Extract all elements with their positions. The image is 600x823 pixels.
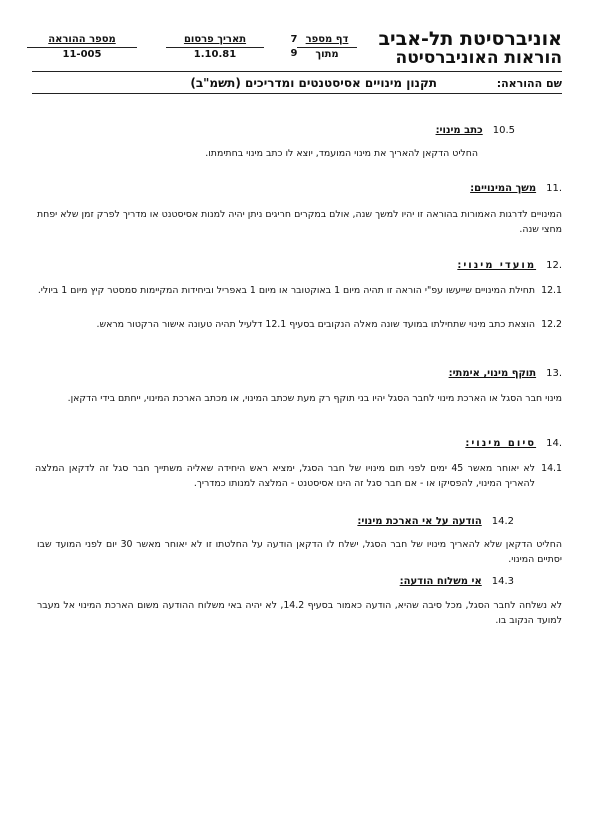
section-14-number: .14 <box>546 438 562 449</box>
directive-number-box <box>27 33 137 62</box>
publish-date-box <box>166 33 264 62</box>
section-10-5-number: 10.5 <box>492 125 515 136</box>
section-14-1 <box>32 461 562 509</box>
section-14-2-title: הודעה על אי הארכת מינוי: <box>357 516 482 527</box>
section-14-title: סיום מינוי: <box>465 438 537 449</box>
section-14-2-text: החליט הדקאן שלא להאריך מינויו של חבר הסגל, ישלח לו הדקאן הודעה על החלטתו זו לא יאוחר מאשר 30 יום לפני המועד שבו יסתיים המינוי. <box>37 539 562 565</box>
section-14-heading <box>465 438 562 449</box>
section-14-1-number: 14.1 <box>541 463 562 474</box>
directive-title: תקנון מינויים אסיסטנטים ומדריכים (תשמ"ב) <box>190 76 437 90</box>
section-14-1-text: לא יאוחר מאשר 45 ימים לפני תום מינויו של חבר הסגל, ימציא ראש היחידה שאליה משתייך חבר סגל זה לדקאן המלצה להאריך המינוי, להפסיקו או - אם חבר סגל זה הינו אסיסטנט - המלצה למנותו כמדריך. <box>35 463 535 489</box>
section-14-3-title: אי משלוח הודעה: <box>399 576 482 587</box>
section-13-number: .13 <box>546 368 562 379</box>
directive-name-label: שם ההוראה: <box>496 77 562 90</box>
header-divider <box>32 71 562 72</box>
section-12-title: מועדי מינוי: <box>457 260 537 271</box>
section-14-3-heading <box>400 576 514 587</box>
section-14-2-number: 14.2 <box>491 516 514 527</box>
section-12-heading <box>457 260 562 271</box>
section-14-3-number: 14.3 <box>491 576 514 587</box>
section-13-heading <box>449 368 562 379</box>
publish-date-value: 1.10.81 <box>166 47 264 62</box>
university-line1: אוניברסיטת תל-אביב <box>378 28 562 50</box>
directive-number-value: 11-005 <box>27 47 137 62</box>
document-header <box>32 30 562 70</box>
page-of-label: מתוך <box>297 47 357 62</box>
title-divider <box>32 93 562 94</box>
section-12-2 <box>32 317 562 349</box>
section-12-1 <box>32 283 562 315</box>
page-total: 9 <box>290 48 298 59</box>
section-14-2-heading <box>357 516 514 527</box>
section-14-3-text: לא נשלחה לחבר הסגל, מכל סיבה שהיא, הודעה כאמור בסעיף 14.2, לא יהיה באי משלוח ההודעה משום הארכת המינוי אל מעבר למועד הנקוב בו. <box>37 600 562 626</box>
section-10-5-text: החליט הדקאן להאריך את מינוי המועמד, יוצא לו כתב מינוי בחתימתו. <box>205 148 478 159</box>
university-name <box>378 30 562 68</box>
section-11-text: המינויים לדרגות האמורות בהוראה זו יהיו למשך שנה, אולם במקרים חריגים ניתן יהיה למנות אסיסטנט או מדריך לפרק זמן שלא יפחת מחצי שנה. <box>37 209 562 235</box>
section-12-2-number: 12.2 <box>541 319 562 330</box>
page-number-values <box>281 33 307 61</box>
page-number: 7 <box>290 34 298 45</box>
section-12-2-text: הוצאת כתב מינוי שתחילתו במועד שונה מאלה הנקובים בסעיף 12.1 דלעיל תהיה טעונה אישור הרקטור מראש. <box>96 319 535 330</box>
directive-number-label: מספר ההוראה <box>48 34 116 45</box>
section-12-1-text: תחילת המינויים שייעשו עפ"י הוראה זו תהיה מיום 1 באוקטובר או מיום 1 באפריל וביחידות המקיימות סמסטר קיץ מיום 1 ביולי. <box>37 285 535 296</box>
section-11-title: משך המינויים: <box>470 183 537 194</box>
university-line2: הוראות האוניברסיטה <box>395 48 562 68</box>
section-12-1-number: 12.1 <box>541 285 562 296</box>
section-12-number: .12 <box>546 260 562 271</box>
section-13-title: תוקף מינוי, אימתי: <box>448 368 537 379</box>
section-11-number: .11 <box>546 183 562 194</box>
section-11-heading <box>470 183 562 194</box>
directive-title-row <box>32 75 562 93</box>
page-label: דף מספר <box>305 34 349 45</box>
publish-date-label: תאריך פרסום <box>183 34 247 45</box>
section-10-5-heading <box>436 125 515 136</box>
section-13-text: מינוי חבר הסגל או הארכת מינוי לחבר הסגל יהיו בני תוקף רק מעת שכתב המינוי, או מכתב הארכת המינוי, ייחתם בידי הדקאן. <box>67 393 562 404</box>
section-10-5-title: כתב מינוי: <box>435 125 483 136</box>
